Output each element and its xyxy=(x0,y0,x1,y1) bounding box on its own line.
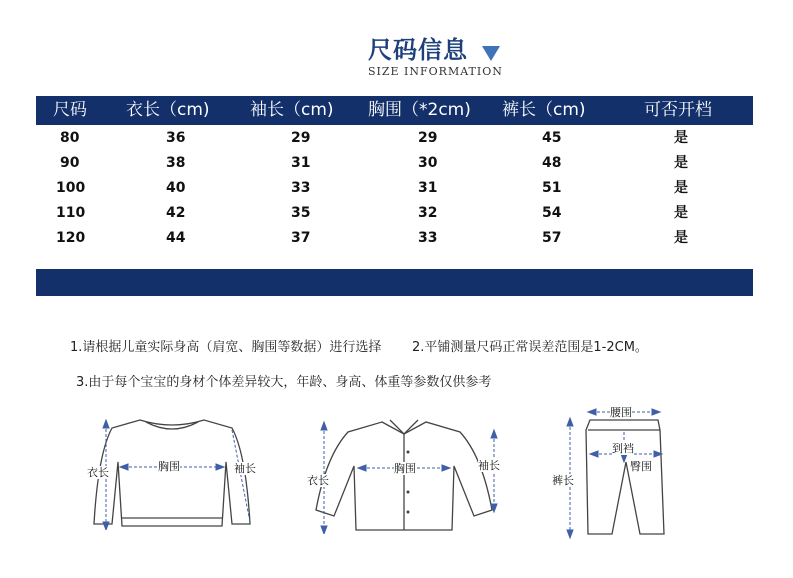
note-2: 2.平铺测量尺码正常误差范围是1-2CM。 xyxy=(412,340,648,355)
label-length: 衣长 xyxy=(87,466,109,479)
label-hip: 臀围 xyxy=(630,460,652,473)
table-cell: 29 xyxy=(291,130,311,146)
shirt-outline-icon xyxy=(304,416,510,534)
label-crotch: 到裆 xyxy=(612,442,634,455)
header-length: 衣长（cm) xyxy=(126,100,210,120)
table-cell: 40 xyxy=(166,180,186,196)
label-sleeve: 袖长 xyxy=(478,459,500,472)
label-pants-length: 裤长 xyxy=(552,474,574,487)
table-cell: 42 xyxy=(166,205,186,221)
size-table-header xyxy=(36,96,753,125)
table-cell: 是 xyxy=(674,180,688,196)
table-cell: 是 xyxy=(674,205,688,221)
table-cell: 57 xyxy=(542,230,562,246)
table-row xyxy=(36,151,753,176)
table-cell: 是 xyxy=(674,155,688,171)
table-row xyxy=(36,126,753,151)
table-cell: 33 xyxy=(291,180,311,196)
table-cell: 120 xyxy=(56,230,86,246)
table-cell: 44 xyxy=(166,230,186,246)
sweater-diagram xyxy=(82,414,268,530)
table-cell: 36 xyxy=(166,130,186,146)
note-1: 1.请根据儿童实际身高（肩宽、胸围等数据）进行选择 xyxy=(70,340,382,355)
table-cell: 54 xyxy=(542,205,562,221)
label-length: 衣长 xyxy=(307,474,329,487)
note-3: 3.由于每个宝宝的身材个体差异较大，年龄、身高、体重等参数仅供参考 xyxy=(76,375,492,390)
table-cell: 110 xyxy=(56,205,86,221)
header-sleeve: 袖长（cm) xyxy=(250,100,334,120)
label-chest: 胸围 xyxy=(394,462,416,475)
table-row xyxy=(36,176,753,201)
header-chest: 胸围（*2cm) xyxy=(368,100,471,120)
table-cell: 37 xyxy=(291,230,311,246)
table-cell: 100 xyxy=(56,180,86,196)
table-cell: 32 xyxy=(418,205,438,221)
table-cell: 是 xyxy=(674,230,688,246)
table-cell: 31 xyxy=(418,180,438,196)
pants-diagram xyxy=(546,402,672,542)
title-arrow-icon xyxy=(482,46,500,61)
table-cell: 48 xyxy=(542,155,562,171)
table-cell: 29 xyxy=(418,130,438,146)
label-sleeve: 袖长 xyxy=(234,462,256,475)
header-open-crotch: 可否开档 xyxy=(644,100,712,120)
table-cell: 31 xyxy=(291,155,311,171)
table-cell: 是 xyxy=(674,130,688,146)
table-cell: 90 xyxy=(60,155,80,171)
table-cell: 33 xyxy=(418,230,438,246)
page-subtitle: SIZE INFORMATION xyxy=(368,65,503,78)
label-waist: 腰围 xyxy=(610,406,632,419)
header-pants: 裤长（cm) xyxy=(502,100,586,120)
table-cell: 51 xyxy=(542,180,562,196)
table-cell: 30 xyxy=(418,155,438,171)
table-row xyxy=(36,201,753,226)
label-chest: 胸围 xyxy=(158,460,180,473)
table-footer-bar xyxy=(36,269,753,296)
table-cell: 80 xyxy=(60,130,80,146)
table-cell: 38 xyxy=(166,155,186,171)
table-row xyxy=(36,226,753,251)
table-cell: 45 xyxy=(542,130,562,146)
header-size: 尺码 xyxy=(53,100,87,120)
shirt-diagram xyxy=(304,416,510,534)
page-title: 尺码信息 xyxy=(368,36,468,64)
pants-outline-icon xyxy=(546,402,672,542)
table-cell: 35 xyxy=(291,205,311,221)
